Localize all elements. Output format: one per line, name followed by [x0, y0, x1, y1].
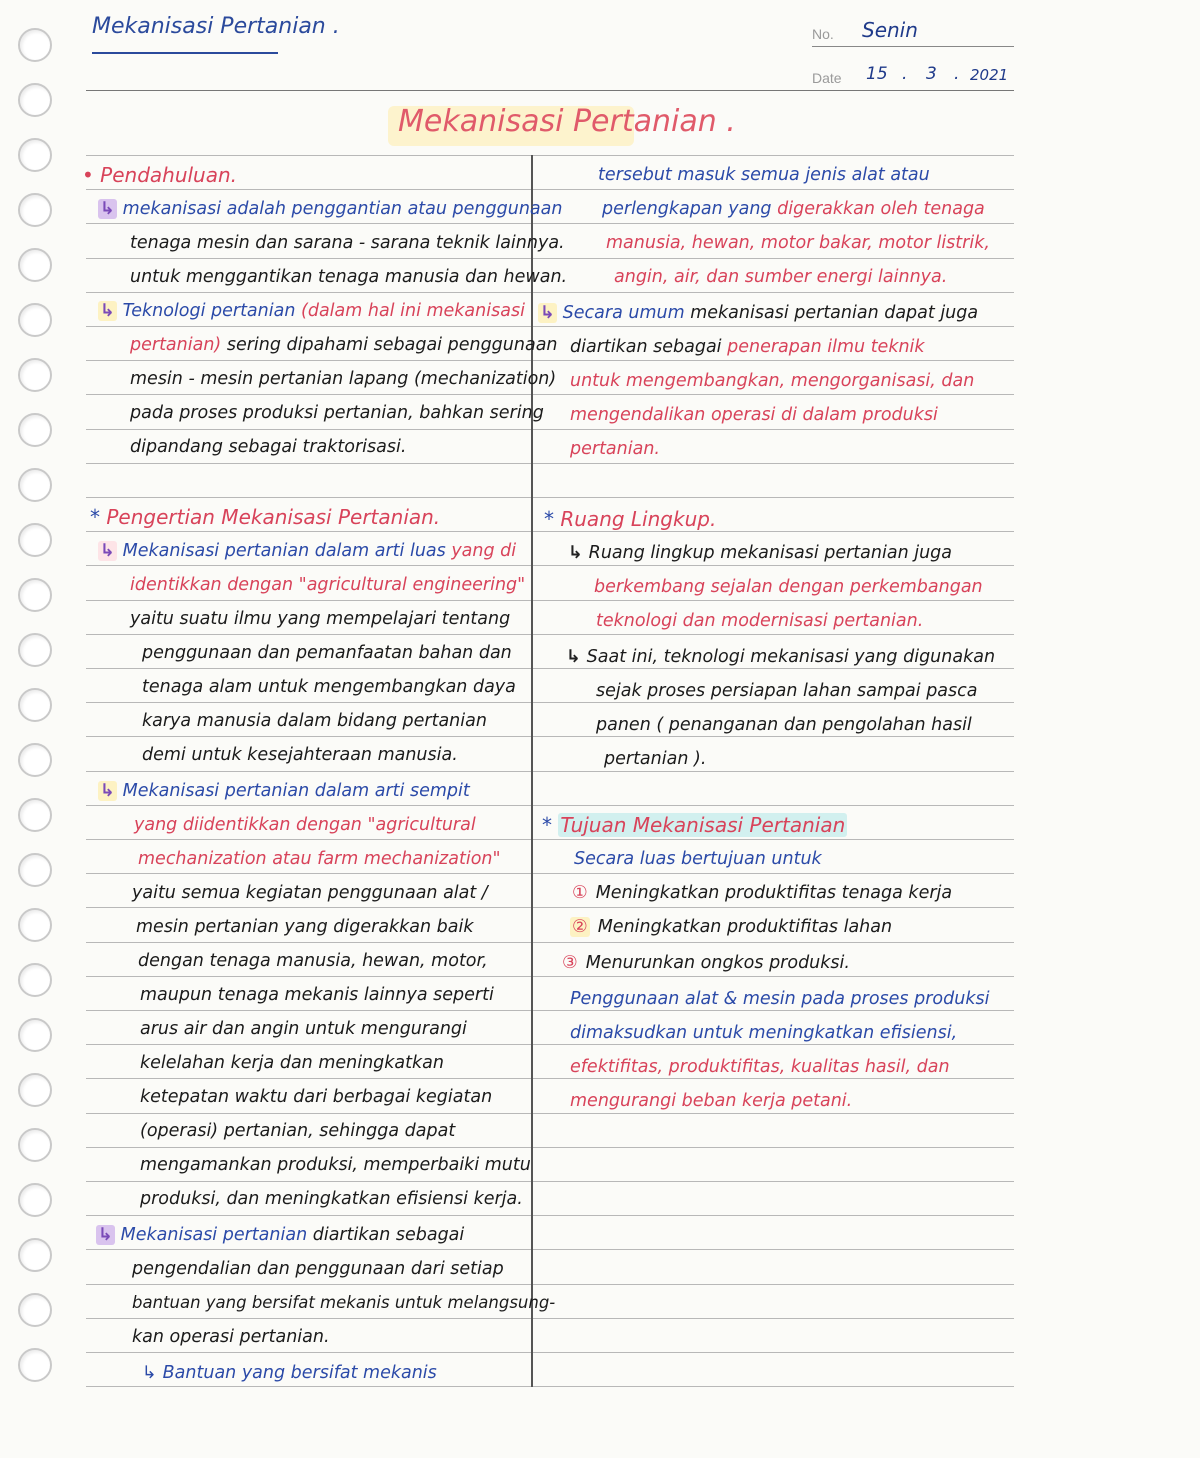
c2-text-2a: diartikan sebagai [570, 337, 722, 357]
c2-line-4: mengendalikan operasi di dalam produksi [570, 405, 938, 425]
binder-hole [18, 248, 52, 282]
s2-b2-line-2: yang diidentikkan dengan "agricultural [134, 815, 476, 835]
arrow-bullet-icon: ↳ [100, 781, 115, 801]
s1-b2-line-5: dipandang sebagai traktorisasi. [130, 437, 407, 457]
s1-b1-text-1: mekanisasi adalah penggantian atau penggunaan [122, 199, 563, 219]
s3-b1-line-3: teknologi dan modernisasi pertanian. [596, 611, 924, 631]
arrow-bullet-icon: ↳ [540, 303, 555, 323]
s1-b1-line-3: untuk menggantikan tenaga manusia dan hewan. [130, 267, 568, 287]
s2-b2-line-7: maupun tenaga mekanis lainnya seperti [140, 985, 494, 1005]
binder-hole [18, 358, 52, 392]
s4-item-1-text: Meningkatkan produktifitas tenaga kerja [595, 883, 953, 903]
binder-hole [18, 633, 52, 667]
s2-b1-line-3: yaitu suatu ilmu yang mempelajari tentang [130, 609, 511, 629]
arrow-bullet-icon: ↳ [142, 1363, 157, 1383]
s3-b1-text-1: Ruang lingkup mekanisasi pertanian juga [588, 543, 953, 563]
s3-b1-line-1 [568, 536, 952, 570]
c2-text-1b: mekanisasi pertanian dapat juga [690, 303, 979, 323]
s2-b2-line-11: (operasi) pertanian, sehingga dapat [140, 1121, 456, 1141]
star-mark: * [542, 813, 552, 837]
s2-b2-line-5: mesin pertanian yang digerakkan baik [136, 917, 474, 937]
binder-hole [18, 1183, 52, 1217]
s1-b2-text-2b: sering dipahami sebagai penggunaan [226, 335, 558, 355]
binder-hole [18, 688, 52, 722]
s2-b1-text-1b: yang di [451, 541, 517, 561]
binder-hole [18, 303, 52, 337]
s3-b2-text-1: Saat ini, teknologi mekanisasi yang digunakan [586, 647, 996, 667]
s1-b2-text-1b: (dalam hal ini mekanisasi [301, 301, 525, 321]
c2-text-1a: Secara umum [562, 303, 685, 323]
date-year: 2021 [970, 66, 1009, 84]
s2-b3-text-1b: diartikan sebagai [312, 1225, 465, 1245]
arrow-bullet-icon: ↳ [100, 199, 115, 219]
s1-b2-line-4: pada proses produksi pertanian, bahkan sering [130, 403, 544, 423]
s4-item-2-text: Meningkatkan produktifitas lahan [597, 917, 893, 937]
header-underline [92, 52, 278, 54]
arrow-bullet-icon: ↳ [100, 541, 115, 561]
s2-b3-line-3: bantuan yang bersifat mekanis untuk melangsung- [132, 1293, 556, 1312]
s3-b1-line-2: berkembang sejalan dengan perkembangan [594, 577, 983, 597]
no-label: No. [812, 26, 834, 42]
binder-hole [18, 83, 52, 117]
s3-b2-line-2: sejak proses persiapan lahan sampai pasca [596, 681, 978, 701]
arrow-bullet-icon: ↳ [98, 1225, 113, 1245]
number-3-icon: ③ [562, 953, 578, 973]
binder-hole [18, 1018, 52, 1052]
binder-hole [18, 468, 52, 502]
c2-text-2b: penerapan ilmu teknik [727, 337, 925, 357]
heading-ruang-lingkup: Ruang Lingkup. [560, 507, 717, 531]
s2-b4-line-1 [142, 1356, 437, 1390]
ruled-line [86, 90, 1014, 91]
binder-hole [18, 853, 52, 887]
heading-pengertian: Pengertian Mekanisasi Pertanian. [106, 505, 441, 529]
s4-item-3-text: Menurunkan ongkos produksi. [585, 953, 850, 973]
s2-b2-line-4: yaitu semua kegiatan penggunaan alat / [132, 883, 488, 903]
s2-b3-line-2: pengendalian dan penggunaan dari setiap [132, 1259, 504, 1279]
star-mark: • [82, 163, 94, 187]
s4-intro: Secara luas bertujuan untuk [574, 849, 822, 869]
s2-b1-line-6: karya manusia dalam bidang pertanian [142, 711, 487, 731]
no-line [812, 46, 1014, 47]
s2-b1-line-5: tenaga alam untuk mengembangkan daya [142, 677, 516, 697]
ruled-line [86, 497, 1014, 498]
binder-hole [18, 743, 52, 777]
s4-item-2 [570, 910, 892, 944]
c2-line-1 [538, 296, 978, 330]
s1-b2-line-2 [130, 328, 558, 362]
s3-b2-line-4: pertanian ). [604, 749, 707, 769]
s4-item-3 [562, 946, 850, 980]
s2-b2-line-10: ketepatan waktu dari berbagai kegiatan [140, 1087, 493, 1107]
heading-tujuan: Tujuan Mekanisasi Pertanian [560, 813, 846, 837]
c2-line-3: untuk mengembangkan, mengorganisasi, dan [570, 371, 975, 391]
s2-b4-text: Bantuan yang bersifat mekanis [162, 1363, 437, 1383]
c1-text-2a: perlengkapan yang [602, 199, 772, 219]
ruled-line [86, 155, 1014, 156]
s2-b2-line-1 [98, 774, 470, 808]
arrow-bullet-icon: ↳ [566, 647, 581, 667]
c1-line-2 [602, 192, 985, 226]
s2-b2-line-12: mengamankan produksi, memperbaiki mutu [140, 1155, 531, 1175]
binder-hole [18, 28, 52, 62]
s4-closing-line-4: mengurangi beban kerja petani. [570, 1091, 853, 1111]
binder-hole [18, 1348, 52, 1382]
arrow-bullet-icon: ↳ [100, 301, 115, 321]
s4-item-1 [572, 876, 952, 910]
date-sep-1: . [902, 64, 908, 84]
header-subject: Mekanisasi Pertanian . [92, 14, 340, 39]
s2-b1-text-1a: Mekanisasi pertanian dalam arti luas [122, 541, 446, 561]
binder-hole [18, 193, 52, 227]
s1-b2-text-1a: Teknologi pertanian [122, 301, 296, 321]
number-1-icon: ① [572, 883, 588, 903]
binder-hole [18, 963, 52, 997]
section-pengertian [90, 500, 440, 534]
binder-holes [18, 28, 58, 1428]
s2-b2-line-8: arus air dan angin untuk mengurangi [140, 1019, 467, 1039]
section-pendahuluan [82, 158, 237, 192]
s2-b2-line-13: produksi, dan meningkatkan efisiensi kerja. [140, 1189, 523, 1209]
c1-line-3: manusia, hewan, motor bakar, motor listrik, [606, 233, 990, 253]
c2-line-5: pertanian. [570, 439, 660, 459]
star-mark: * [90, 505, 100, 529]
s3-b2-line-3: panen ( penanganan dan pengolahan hasil [596, 715, 972, 735]
binder-hole [18, 1128, 52, 1162]
date-day: 15 [866, 64, 888, 84]
date-month: 3 [926, 64, 937, 84]
s2-b1-line-4: penggunaan dan pemanfaatan bahan dan [142, 643, 512, 663]
s1-b1-line-2: tenaga mesin dan sarana - sarana teknik lainnya. [130, 233, 565, 253]
s4-closing-line-1: Penggunaan alat & mesin pada proses produksi [570, 989, 990, 1009]
binder-hole [18, 578, 52, 612]
page-title: Mekanisasi Pertanian . [398, 104, 736, 139]
s2-b3-line-4: kan operasi pertanian. [132, 1327, 330, 1347]
s4-closing-line-3: efektifitas, produktifitas, kualitas hasil, dan [570, 1057, 950, 1077]
date-sep-2: . [954, 64, 960, 84]
heading-pendahuluan: Pendahuluan. [100, 163, 238, 187]
c2-line-2 [570, 330, 925, 364]
s1-b2-line-1 [98, 294, 525, 328]
s1-b2-text-2a: pertanian) [130, 335, 222, 355]
section-tujuan [542, 808, 847, 842]
binder-hole [18, 908, 52, 942]
s2-b2-line-9: kelelahan kerja dan meningkatkan [140, 1053, 444, 1073]
binder-hole [18, 138, 52, 172]
number-2-icon: ② [572, 917, 588, 937]
s2-b1-line-1 [98, 534, 516, 568]
c1-text-2b: digerakkan oleh tenaga [777, 199, 985, 219]
binder-hole [18, 413, 52, 447]
s2-b3-text-1a: Mekanisasi pertanian [120, 1225, 308, 1245]
c1-line-4: angin, air, dan sumber energi lainnya. [614, 267, 948, 287]
s2-b1-line-7: demi untuk kesejahteraan manusia. [142, 745, 458, 765]
binder-hole [18, 798, 52, 832]
s2-b3-line-1 [96, 1218, 464, 1252]
s4-closing-line-2: dimaksudkan untuk meningkatkan efisiensi, [570, 1023, 958, 1043]
star-mark: * [544, 507, 554, 531]
no-value: Senin [862, 18, 918, 42]
c1-line-1: tersebut masuk semua jenis alat atau [598, 165, 930, 185]
binder-hole [18, 1293, 52, 1327]
binder-hole [18, 1073, 52, 1107]
s3-b2-line-1 [566, 640, 995, 674]
s2-b2-line-3: mechanization atau farm mechanization" [138, 849, 501, 869]
s1-b1-line-1 [98, 192, 562, 226]
date-label: Date [812, 70, 842, 86]
s2-b2-line-6: dengan tenaga manusia, hewan, motor, [138, 951, 488, 971]
binder-hole [18, 523, 52, 557]
binder-hole [18, 1238, 52, 1272]
s1-b2-line-3: mesin - mesin pertanian lapang (mechanization) [130, 369, 557, 389]
s2-b1-line-2: identikkan dengan "agricultural engineering" [130, 575, 526, 595]
s2-b2-text-1: Mekanisasi pertanian dalam arti sempit [122, 781, 470, 801]
section-ruang-lingkup [544, 502, 716, 536]
arrow-bullet-icon: ↳ [568, 543, 583, 563]
